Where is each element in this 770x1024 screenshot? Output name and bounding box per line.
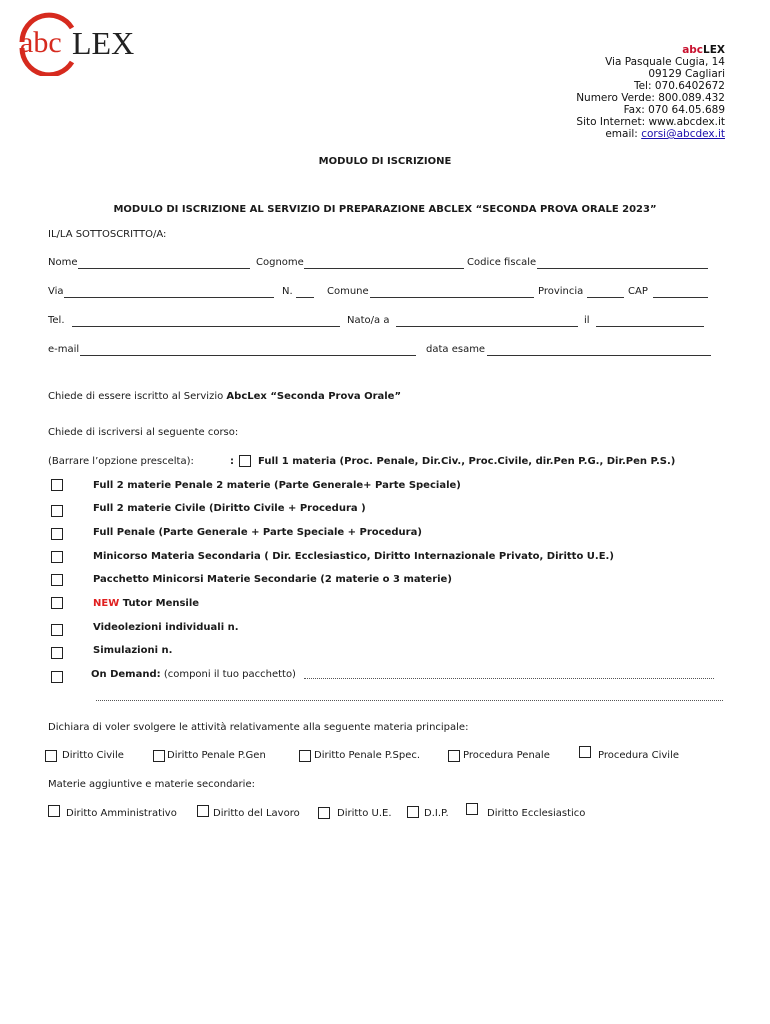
brand-name-black: LEX: [703, 44, 725, 56]
subject-label: Diritto Amministrativo: [66, 808, 177, 819]
subject-checkbox[interactable]: [407, 806, 419, 818]
subject-label: Diritto Ecclesiastico: [487, 808, 586, 819]
logo-abc-text: abc: [20, 26, 62, 59]
option-label: Full 2 materie Civile (Diritto Civile + Procedura ): [93, 503, 366, 514]
subject-label: Diritto U.E.: [337, 808, 392, 819]
subject-label: Procedura Penale: [463, 750, 550, 761]
option-checkbox[interactable]: [51, 479, 63, 491]
request-service: AbcLex “Seconda Prova Orale”: [226, 391, 402, 402]
new-badge: NEW: [93, 598, 120, 609]
via-label: Via: [48, 286, 64, 297]
subject-label: Diritto del Lavoro: [213, 808, 300, 819]
il-label: il: [584, 315, 590, 326]
option-label: Full Penale (Parte Generale + Parte Speciale + Procedura): [93, 527, 422, 538]
address-line: Via Pasquale Cugia, 14: [605, 56, 725, 68]
course-prompt: Chiede di iscriversi al seguente corso:: [48, 427, 239, 438]
brand-name: [576, 44, 725, 56]
option-label: Full 1 materia (Proc. Penale, Dir.Civ., Proc.Civile, dir.Pen P.G., Dir.Pen P.S.): [258, 456, 676, 467]
on-demand-label: [91, 669, 296, 680]
option-label: [93, 598, 199, 609]
additional-subjects-label: Materie aggiuntive e materie secondarie:: [48, 779, 255, 790]
brand-name-red: abc: [682, 44, 704, 56]
comune-label: Comune: [327, 286, 369, 297]
subject-label: Diritto Penale P.Gen: [167, 750, 266, 761]
undersigned-label: IL/LA SOTTOSCRITTO/A:: [48, 229, 167, 240]
subject-label: D.I.P.: [424, 808, 449, 819]
address-line: Tel: 070.6402672: [633, 80, 725, 92]
option-label: Videolezioni individuali n.: [93, 622, 239, 633]
option-checkbox[interactable]: [51, 624, 63, 636]
logo-lex-text: LEX: [72, 25, 135, 61]
tel-field[interactable]: [72, 326, 340, 327]
colon-mark: :: [230, 456, 234, 467]
subject-checkbox[interactable]: [318, 807, 330, 819]
data-nascita-field[interactable]: [596, 326, 704, 327]
cap-field[interactable]: [653, 297, 708, 298]
option-label: Full 2 materie Penale 2 materie (Parte Generale+ Parte Speciale): [93, 480, 461, 491]
option-checkbox[interactable]: [51, 647, 63, 659]
option-checkbox[interactable]: [51, 505, 63, 517]
email-field[interactable]: [80, 355, 416, 356]
subject-label: Procedura Civile: [598, 750, 680, 761]
address-line: Numero Verde: 800.089.432: [576, 92, 725, 104]
cap-label: CAP: [628, 286, 648, 297]
subject-checkbox[interactable]: [48, 805, 60, 817]
tel-label: Tel.: [48, 315, 65, 326]
nato-field[interactable]: [396, 326, 578, 327]
abclex-logo: [14, 12, 164, 76]
request-text: [48, 391, 401, 402]
codice-fiscale-label: Codice fiscale: [467, 257, 537, 268]
subject-label: Diritto Penale P.Spec.: [314, 750, 421, 761]
option-checkbox[interactable]: [51, 551, 63, 563]
option-checkbox[interactable]: [51, 528, 63, 540]
subject-checkbox[interactable]: [579, 746, 591, 758]
option-label: Minicorso Materia Secondaria ( Dir. Ecclesiastico, Diritto Internazionale Privato, Diritto U.E.): [93, 551, 614, 562]
option-checkbox[interactable]: [51, 597, 63, 609]
subject-checkbox[interactable]: [197, 805, 209, 817]
subject-checkbox[interactable]: [153, 750, 165, 762]
page-title: MODULO DI ISCRIZIONE: [318, 156, 452, 167]
address-line: Sito Internet: www.abcdex.it: [576, 116, 725, 128]
address-line: Fax: 070 64.05.689: [623, 104, 725, 116]
barrare-note: (Barrare l’opzione prescelta):: [48, 456, 194, 467]
cognome-label: Cognome: [256, 257, 304, 268]
subject-checkbox[interactable]: [448, 750, 460, 762]
on-demand-field[interactable]: [304, 678, 714, 679]
codice-fiscale-field[interactable]: [537, 268, 708, 269]
nome-field[interactable]: [78, 268, 250, 269]
option-checkbox[interactable]: [51, 671, 63, 683]
provincia-field[interactable]: [587, 297, 624, 298]
request-prefix: Chiede di essere iscritto al Servizio: [48, 391, 227, 402]
on-demand-bold: On Demand:: [91, 669, 161, 680]
nome-label: Nome: [48, 257, 78, 268]
option-checkbox[interactable]: [239, 455, 251, 467]
declare-text: Dichiara di voler svolgere le attività relativamente alla seguente materia principale:: [48, 722, 469, 733]
data-esame-field[interactable]: [487, 355, 711, 356]
email-field-label: e-mail: [48, 344, 80, 355]
numero-field[interactable]: [296, 297, 314, 298]
email-line: [576, 128, 725, 140]
option-checkbox[interactable]: [51, 574, 63, 586]
address-line: 09129 Cagliari: [648, 68, 725, 80]
option-label: Simulazioni n.: [93, 645, 173, 656]
nato-label: Nato/a a: [347, 315, 390, 326]
provincia-label: Provincia: [538, 286, 584, 297]
subject-checkbox[interactable]: [466, 803, 478, 815]
on-demand-text: (componi il tuo pacchetto): [163, 669, 296, 680]
subject-checkbox[interactable]: [299, 750, 311, 762]
email-link[interactable]: corsi@abcdex.it: [641, 128, 725, 140]
email-label: email:: [605, 128, 638, 140]
on-demand-continuation-field[interactable]: [96, 700, 723, 701]
cognome-field[interactable]: [304, 268, 464, 269]
option-label-text: Tutor Mensile: [122, 598, 200, 609]
subject-label: Diritto Civile: [62, 750, 124, 761]
numero-label: N.: [282, 286, 293, 297]
option-label: Pacchetto Minicorsi Materie Secondarie (2 materie o 3 materie): [93, 574, 452, 585]
via-field[interactable]: [64, 297, 274, 298]
address-block: [576, 44, 725, 140]
page-subtitle: MODULO DI ISCRIZIONE AL SERVIZIO DI PREPARAZIONE ABCLEX “SECONDA PROVA ORALE 2023”: [113, 204, 657, 215]
data-esame-label: data esame: [426, 344, 486, 355]
comune-field[interactable]: [370, 297, 534, 298]
subject-checkbox[interactable]: [45, 750, 57, 762]
